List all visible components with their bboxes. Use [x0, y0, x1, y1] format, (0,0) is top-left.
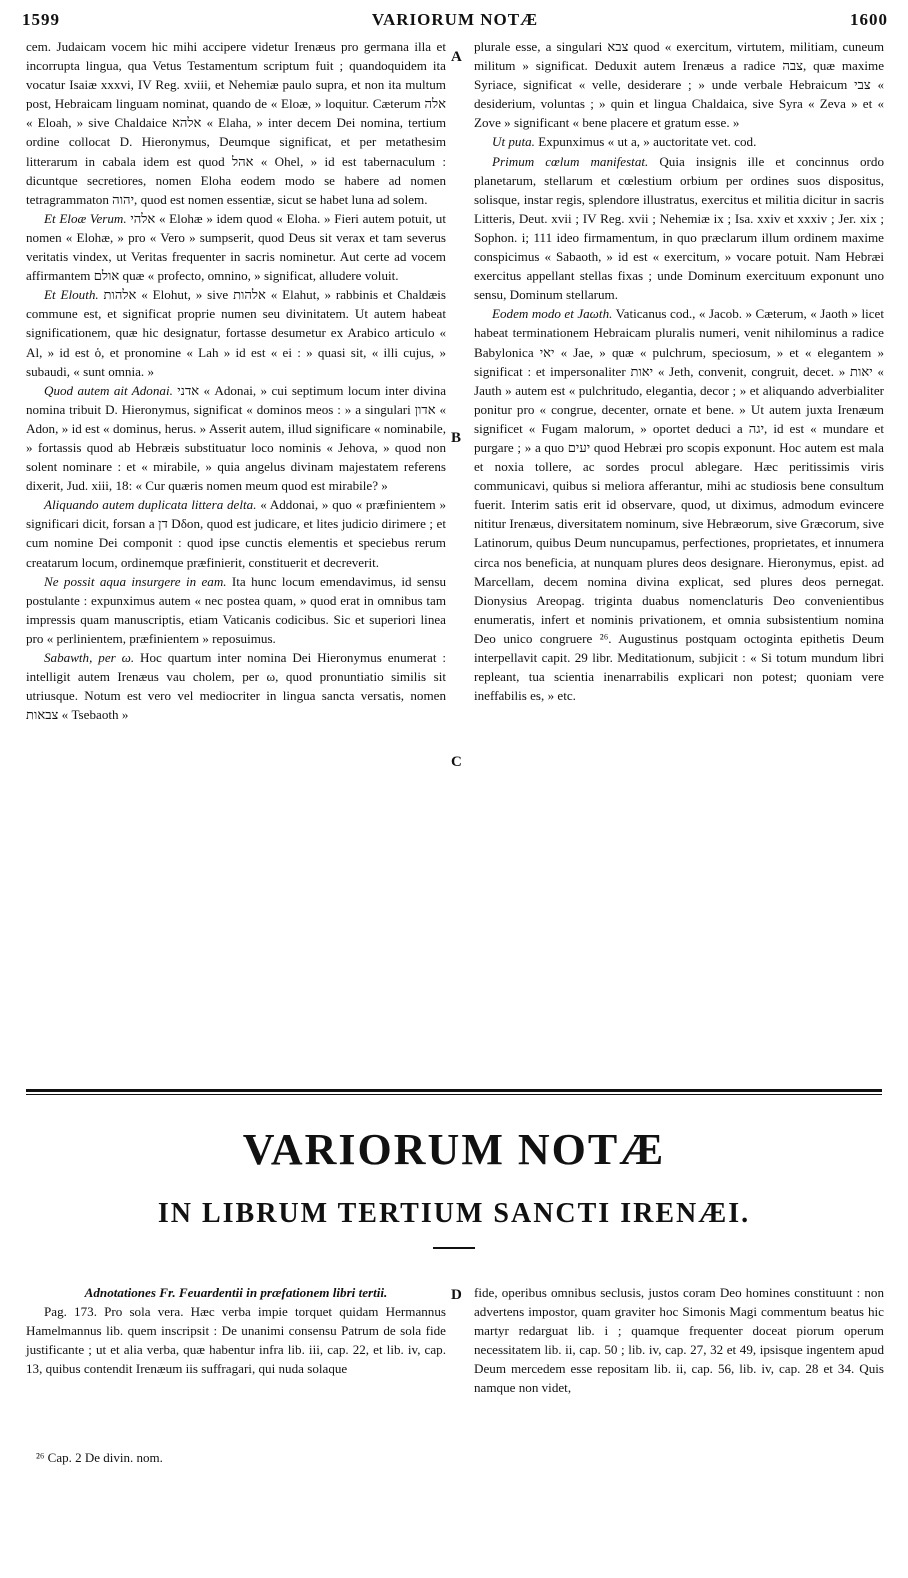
lemma: Sabawth, per ω. [44, 650, 135, 665]
lemma: Quod autem ait Adonai. [44, 382, 173, 398]
margin-marker-d: D [451, 1287, 462, 1303]
lemma: Aliquando autem duplicata littera delta. [44, 497, 257, 513]
annotations-column-right [474, 1283, 884, 1398]
note-paragraph: Quod autem ait Adonai. אדני « Adonai, » cui septimum locum inter divina nomina tribuit D. Hieronymus, significat « dominos meos : » a singulari אדון « Adon, » id est « dominus, herus. » Asserit autem, illud significare « nominabile, » fortassis quod ab Hebræis substituatur loco nominis « Jehova, » quod non solent nominare : et « mirabile, » quia angelus divinam majestatem referens dixerit, Jud. xiii, 18: « Cur quæris nomen meum quod est mirabile? » [26, 382, 447, 494]
margin-marker-b: B [451, 430, 462, 446]
notes-column-right [474, 37, 884, 705]
lemma: Ne possit aqua insurgere in eam. [44, 573, 227, 589]
section-subtitle: IN LIBRUM TERTIUM SANCTI IRENÆI. [157, 1198, 751, 1229]
lemma: Et Elouth. [44, 287, 99, 303]
notes-column-left [26, 37, 446, 724]
section-divider-thin [26, 1094, 882, 1095]
section-divider [26, 1089, 882, 1092]
title-rule [433, 1247, 475, 1249]
note-paragraph: Et Eloæ Verum. אלהי « Elohæ » idem quod « Eloha. » Fieri autem potuit, ut nomen « Elohæ, » pro « Vero » sumpserit, quod Deus sit verax et tam severus veritatis vindex, ut Veritas frequenter in sacris nominetur. Aut certe ad vocem affirmantem אולם quæ « profecto, omnino, » significat, alludere voluit. [26, 210, 446, 284]
note-paragraph: cem. Judaicam vocem hic mihi accipere videtur Irenæus pro germana illa et incorrupta lingua, qua Vetus Testamentum scriptum fuit ; quandoquidem ita vocatur Isaiæ xxxvi, IV Reg. xviii, et Nehemiæ paulo supra, et non ita multum post, Hebraicam linguam nominat, quando de « Eloæ, » loquitur. Cæterum אלה « Eloah, » sive Chaldaice אלהא « Elaha, » inter decem Dei nomina, tertium ordine collocat D. Hieronymus, Deumque significat, et per metathesim litterarum in cabala idem est quod אהל « Ohel, » id est tabernaculum : dicuntque secretiores, nomen Eloha eodem modo se habere ad nomen tetragrammaton יהוה, quod est nomen essentiæ, sicut se habet luna ad solem. [26, 39, 447, 207]
footnote: ²⁶ Cap. 2 De divin. nom. [36, 1450, 163, 1465]
note-paragraph: Pag. 173. Pro sola vera. Hæc verba impie torquet quidam Hermannus Hamelmannus lib. quem inscripsit : De unanimi consensu Patrum de sola fide justificante ; ut et alia verba, quæ habentur infra lib. iii, cap. 22, et lib. iv, cap. 13, quibus contendit Irenæum iis suffragari, qui nuda solaque [26, 1304, 446, 1377]
note-paragraph: Primum cœlum manifestat. Quia insignis ille et concinnus ordo planetarum, stellarum et cœlestium orbium per ordines suos dispositus, solisque, instar regis, splendore illustratus, exercitus et militia dicitur in sacris Litteris, Deut. xvii ; IV Reg. xvii ; Nehemiæ ix ; Isa. xxiv et xxxiv ; Jer. xix ; Sophon. i; 111 ideo firmamentum, in quo præclarum illum ordinem maxime conspicimus « Sabaoth, » id est « exercitum, » vocare potuit. Nam Hebræi exercitus appellant stellas fixas ; unde Dominum exercituum exponunt uno sensu, Dominum stellarum. [474, 153, 884, 303]
lemma: Et Eloæ Verum. [44, 210, 127, 226]
note-paragraph: Eodem modo et Jaωth. Vaticanus cod., « Jacob. » Cæterum, « Jaoth » licet habeat terminationem Hebraicam pluralis numeri, venit nihilominus a radice Babylonica יאי « Jae, » quæ « pulchrum, speciosum, » et « elegantem » significat : et impersonaliter יאות « Jeth, convenit, congruit, decet. » יאות « Jauth » autem est « pulchritudo, elegantia, decor ; » et aliquando adverbialiter ponitur pro « congrue, decenter, ornate et bene. » Ut autem juxta Irenæum significet « Fugam malorum, » oportet deduci a יגה, id est « mundare et purgare ; » a quo יעים quod Hebræi pro scopis exponunt. Hoc autem est mala et noxia tollere, ac sordes procul ablegare. Hæc peritissimis viris communicavi, quibus si meliora afferantur, mihi ac studiosis bene consultum fuerit. Interim satis erit id observare, quod, ut diximus, admodum evincere nititur Irenæus, diversitatem nominum, sive Hebræorum, sive Græcorum, sive Latinorum, quibus Deum nuncupamus, perfectiones, proprietates, et innumera circa nos beneficia, at nunquam plures deos designare. Hieronymus, epist. ad Marcellam, decem nomina divina explicat, sed plures deos pernegat. Dionysius Areopag. triginta duabus nomenclaturis Deo convenientibus enumeratis, infert et nominis privationem, et omnia subsistentium nomina Deo unico congruere ²⁶. Augustinus postquam octoginta epithetis Deum interpellavit capit. 29 libr. Meditationum, subjicit : « Si totum mundum libri repleant, tua scientia inenarrabilis explicari non potest; quoniam vere ineffabilis es, » etc. [474, 306, 885, 704]
annotations-heading: Adnotationes Fr. Feuardentii in præfationem libri tertii. [84, 1285, 388, 1300]
lemma: Primum cœlum manifestat. [492, 153, 649, 169]
margin-marker-c: C [451, 754, 462, 770]
running-title: VARIORUM NOTÆ [371, 10, 539, 29]
annotations-column-left [26, 1283, 446, 1378]
note-paragraph: Aliquando autem duplicata littera delta. « Addonai, » quo « præfinientem » significari dicit, forsan a דן Dδon, quod est judicare, et lites judicio dirimere ; et cum nomine Dei componit : quod ipse cunctis elementis et speciebus rerum creatarum locum, ordinemque præfinierit, constituerit et decreverit. [26, 497, 446, 570]
section-title: VARIORUM NOTÆ [242, 1125, 666, 1174]
note-paragraph: Sabawth, per ω. Hoc quartum inter nomina Dei Hieronymus enumerat : intelligit autem Irenæus vau cholem, per ω, quod pronuntiatio similis sit utriusque. Notum est vero vel mediocriter in lingua sancta versatis, nomen צבאות « Tsebaoth » [26, 650, 446, 723]
running-head [22, 6, 888, 34]
margin-marker-a: A [451, 49, 462, 65]
lemma: Eodem modo et Jaωth. [492, 306, 613, 322]
page-number-right: 1600 [850, 10, 888, 29]
note-paragraph: Et Elouth. אלהות « Elohut, » sive אלהות « Elahut, » rabbinis et Chaldæis commune est, et significat proprie numen seu divinitatem. Ut autem habeat significationem, quæ hic designatur, fortasse desumetur ex Arabico articulo « Al, » id est ὁ, et pronomine « Lah » id est « ei : » quasi sit, « illi cujus, » subaudi, « sunt omnia. » [26, 287, 446, 379]
lemma: Ut puta. [492, 134, 535, 150]
note-paragraph: fide, operibus omnibus seclusis, justos coram Deo homines constituunt : non advertens impostor, quam graviter hoc Simonis Magi commentum beatus hic martyr redarguat lib. i ; quamque frequenter doceat piorum operum necessitatem lib. ii, cap. 50 ; lib. iv, cap. 27, 32 et 49, ipsisque ingentem apud Deum mercedem esse repositam lib. ii, cap. 56, lib. iv, cap. 28 et 34. Quis namque non videt, [474, 1285, 884, 1396]
page-number-left: 1599 [22, 10, 60, 29]
note-paragraph: plurale esse, a singulari צבא quod « exercitum, virtutem, militiam, cuneum militum » significat. Deduxit autem Irenæus a radice צבה, quæ maxime Syriace, significat « velle, desiderare ; » unde verbale Hebraicum צבי « desiderium, voluntas ; » quin et lingua Chaldaica, sive Syra « Zeva » et « Zove » significant « bene placere et gratum esse. » [474, 39, 885, 131]
note-paragraph: Ut puta. Expunximus « ut a, » auctoritate vet. cod. [492, 134, 757, 150]
note-paragraph: Ne possit aqua insurgere in eam. Ita hunc locum emendavimus, id sensu postulante : expunximus autem « nec postea quam, » quod erat in omnibus tam impressis quam manuscriptis, etiam Vaticanis codicibus. Sic et superiori linea pro « perlinientem, præfinientem » reposuimus. [26, 573, 446, 646]
